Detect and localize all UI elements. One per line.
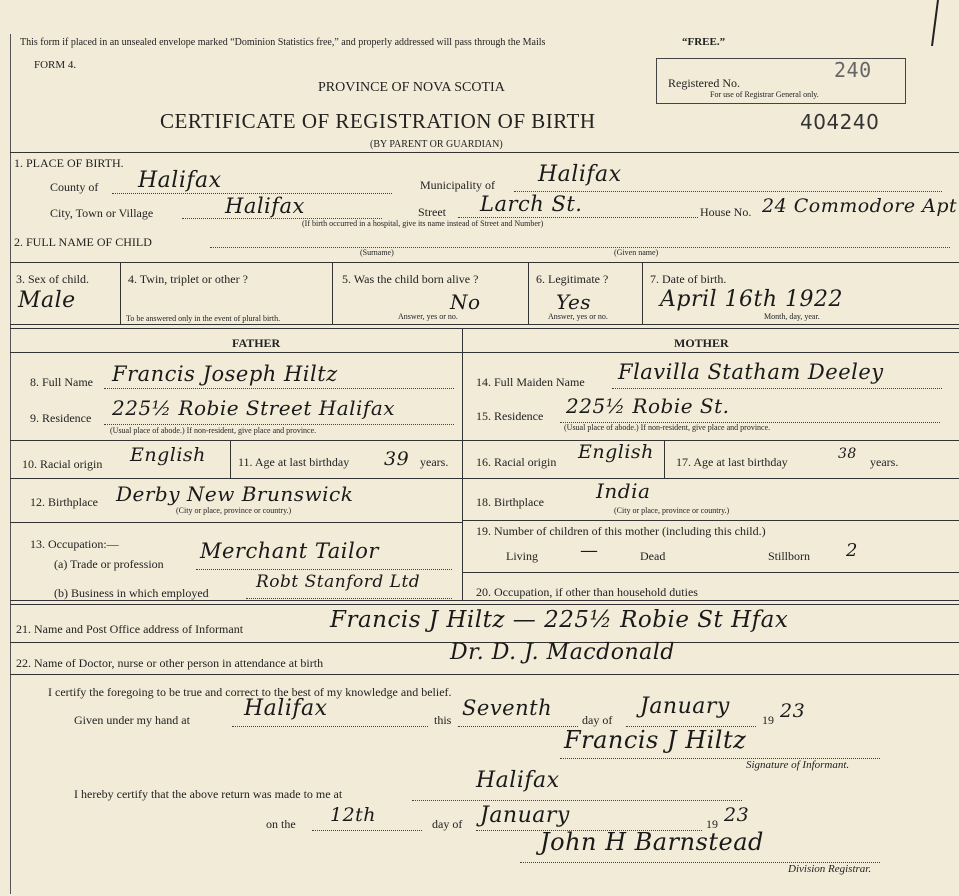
- province-title: PROVINCE OF NOVA SCOTIA: [318, 80, 505, 95]
- street-value: Larch St.: [480, 192, 583, 216]
- registered-no-label: Registered No.: [668, 76, 740, 90]
- date-of-birth-value: April 16th 1922: [660, 287, 844, 312]
- day-of-label: day of: [582, 713, 613, 727]
- place-section-label: 1. PLACE OF BIRTH.: [14, 156, 124, 170]
- certificate-subtitle: (BY PARENT OR GUARDIAN): [370, 139, 503, 150]
- hospital-note: (If birth occurred in a hospital, give its name instead of Street and Number): [302, 219, 544, 228]
- father-years-label: years.: [420, 455, 449, 469]
- business-value: Robt Stanford Ltd: [256, 572, 421, 592]
- living-value: —: [580, 540, 599, 561]
- father-name-value: Francis Joseph Hiltz: [112, 362, 338, 386]
- mother-name-value: Flavilla Statham Deeley: [618, 360, 884, 384]
- legitimate-label: 6. Legitimate ?: [536, 272, 609, 286]
- mail-notice: This form if placed in an unsealed envelope marked “Dominion Statistics free,” and properly addressed will pass through the Mails: [20, 37, 546, 48]
- informant-value: Francis J Hiltz — 225½ Robie St Hfax: [330, 607, 789, 633]
- legitimate-value: Yes: [556, 290, 592, 314]
- return-place-value: Halifax: [476, 768, 560, 793]
- living-label: Living: [506, 549, 538, 563]
- mother-racial-value: English: [578, 441, 654, 463]
- father-age-label: 11. Age at last birthday: [238, 455, 350, 469]
- file-number: 404240: [800, 110, 880, 134]
- return-label: I hereby certify that the above return was made to me at: [74, 787, 343, 801]
- sex-label: 3. Sex of child.: [16, 272, 89, 286]
- father-occupation-label: 13. Occupation:—: [30, 537, 119, 551]
- stillborn-label: Stillborn: [768, 549, 811, 563]
- informant-label: 21. Name and Post Office address of Informant: [16, 622, 244, 636]
- given-place-value: Halifax: [244, 696, 328, 721]
- surname-caption: (Surname): [360, 248, 394, 257]
- mother-residence-label: 15. Residence: [476, 409, 544, 423]
- mother-birthplace-value: India: [596, 479, 651, 503]
- month-value: January: [640, 694, 730, 719]
- twin-note: To be answered only in the event of plural birth.: [126, 314, 281, 323]
- free-label: “FREE.”: [682, 36, 726, 48]
- full-name-label: 2. FULL NAME OF CHILD: [14, 235, 152, 249]
- father-name-label: 8. Full Name: [30, 375, 93, 389]
- mother-birthplace-note: (City or place, province or country.): [614, 506, 730, 515]
- given-name-caption: (Given name): [614, 248, 659, 257]
- informant-signature-label: Signature of Informant.: [746, 759, 850, 771]
- date-of-birth-note: Month, day, year.: [764, 312, 820, 321]
- form-number: FORM 4.: [34, 59, 77, 71]
- on-day-value: 12th: [330, 804, 377, 826]
- municipality-value: Halifax: [538, 162, 622, 187]
- informant-signature: Francis J Hiltz: [564, 726, 747, 754]
- year-value: 23: [780, 700, 806, 722]
- left-margin-line: [10, 34, 11, 894]
- house-no-label: House No.: [700, 205, 752, 219]
- on-year-value: 23: [724, 804, 750, 826]
- father-heading: FATHER: [232, 336, 281, 350]
- mother-residence-value: 225½ Robie St.: [566, 394, 730, 418]
- father-residence-value: 225½ Robie Street Halifax: [112, 396, 396, 420]
- trade-label: (a) Trade or profession: [54, 557, 164, 571]
- house-no-value: 24 Commodore Apt: [762, 195, 958, 217]
- on-year-prefix: 19: [706, 817, 718, 831]
- county-label: County of: [50, 180, 99, 194]
- street-label: Street: [418, 205, 446, 219]
- date-of-birth-label: 7. Date of birth.: [650, 272, 727, 286]
- twin-label: 4. Twin, triplet or other ?: [128, 272, 248, 286]
- stillborn-value: 2: [846, 540, 858, 561]
- doctor-label: 22. Name of Doctor, nurse or other person in attendance at birth: [16, 656, 324, 670]
- mother-heading: MOTHER: [674, 336, 729, 350]
- on-month-value: January: [480, 803, 570, 828]
- trade-value: Merchant Tailor: [200, 539, 379, 563]
- born-alive-value: No: [450, 290, 481, 314]
- city-value: Halifax: [225, 194, 305, 218]
- children-count-label: 19. Number of children of this mother (including this child.): [476, 524, 766, 538]
- day-value: Seventh: [462, 696, 553, 720]
- father-birthplace-note: (City or place, province or country.): [176, 506, 292, 515]
- mother-residence-note: (Usual place of abode.) If non-resident, give place and province.: [564, 423, 771, 432]
- father-racial-label: 10. Racial origin: [22, 457, 103, 471]
- legitimate-note: Answer, yes or no.: [548, 312, 608, 321]
- county-value: Halifax: [138, 168, 222, 193]
- mother-occupation-label: 20. Occupation, if other than household duties: [476, 585, 698, 599]
- father-age-value: 39: [384, 448, 410, 470]
- certificate-title: CERTIFICATE OF REGISTRATION OF BIRTH: [160, 109, 596, 133]
- mother-name-label: 14. Full Maiden Name: [476, 375, 585, 389]
- doctor-value: Dr. D. J. Macdonald: [450, 640, 675, 665]
- rule-top: [10, 152, 959, 153]
- dead-label: Dead: [640, 549, 666, 563]
- sex-value: Male: [18, 288, 76, 313]
- born-alive-note: Answer, yes or no.: [398, 312, 458, 321]
- registrar-label: Division Registrar.: [788, 863, 872, 875]
- given-under-label: Given under my hand at: [74, 713, 190, 727]
- father-birthplace-label: 12. Birthplace: [30, 495, 98, 509]
- father-residence-label: 9. Residence: [30, 411, 92, 425]
- pen-stroke-mark: [918, 0, 948, 50]
- mother-age-label: 17. Age at last birthday: [676, 455, 788, 469]
- mother-age-value: 38: [838, 446, 857, 462]
- certify-statement: I certify the foregoing to be true and correct to the best of my knowledge and belief.: [48, 685, 452, 699]
- business-label: (b) Business in which employed: [54, 586, 209, 600]
- mother-racial-label: 16. Racial origin: [476, 455, 557, 469]
- registered-no-value: 240: [834, 58, 872, 82]
- father-birthplace-value: Derby New Brunswick: [116, 482, 354, 506]
- municipality-label: Municipality of: [420, 178, 495, 192]
- registrar-signature: John H Barnstead: [540, 828, 764, 856]
- city-label: City, Town or Village: [50, 206, 154, 220]
- registrar-use-note: For use of Registrar General only.: [710, 90, 819, 99]
- mother-years-label: years.: [870, 455, 899, 469]
- this-label: this: [434, 713, 452, 727]
- on-the-label: on the: [266, 817, 296, 831]
- year-prefix: 19: [762, 713, 774, 727]
- father-residence-note: (Usual place of abode.) If non-resident, give place and province.: [110, 426, 317, 435]
- born-alive-label: 5. Was the child born alive ?: [342, 272, 479, 286]
- mother-birthplace-label: 18. Birthplace: [476, 495, 544, 509]
- father-racial-value: English: [130, 444, 206, 466]
- on-day-of-label: day of: [432, 817, 463, 831]
